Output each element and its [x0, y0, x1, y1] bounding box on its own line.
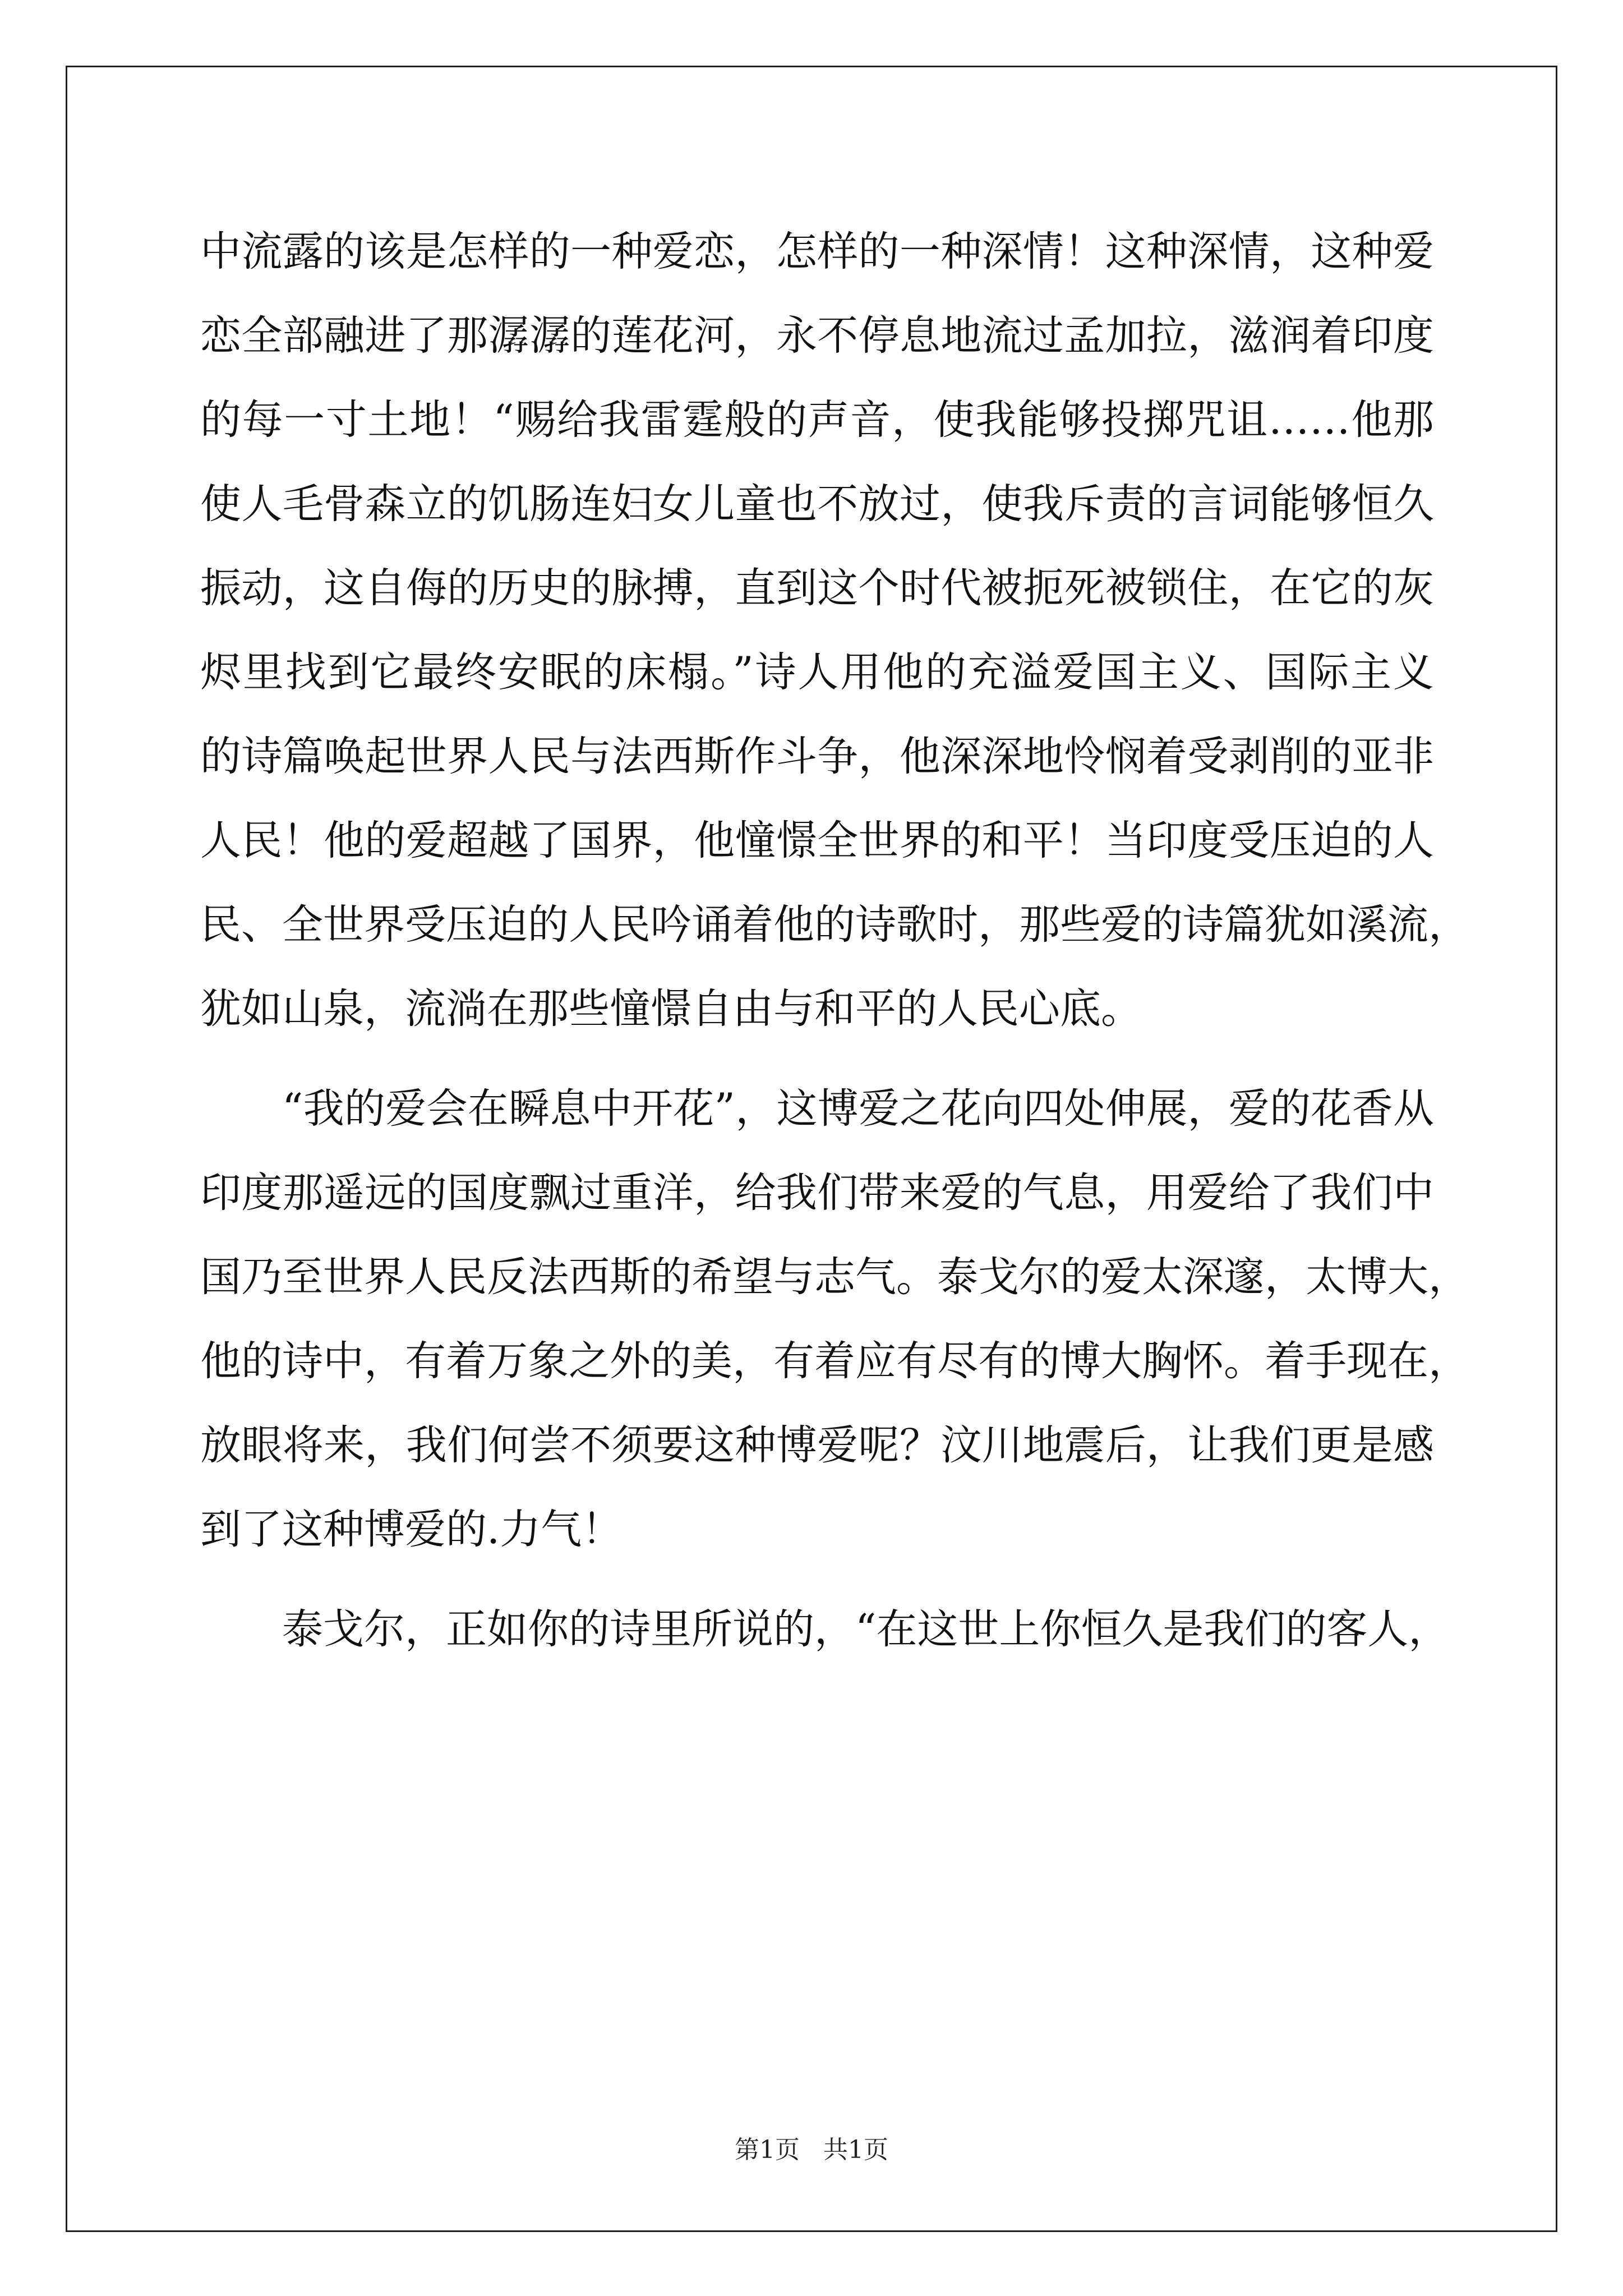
text-line: 他的诗中，有着万象之外的美，有着应有尽有的博大胸怀。着手现在， [200, 1337, 1469, 1385]
text-line: 泰戈尔，正如你的诗里所说的，“在这世上你恒久是我们的客人， [282, 1605, 1450, 1653]
text-line: 印度那遥远的国度飘过重洋，给我们带来爱的气息，用爱给了我们中 [200, 1169, 1434, 1217]
paragraph-3 [200, 1588, 1450, 1672]
text-line: 中流露的该是怎样的一种爱恋，怎样的一种深情！这种深情，这种爱 [200, 228, 1434, 275]
text-line: 到了这种博爱的.力气！ [200, 1506, 623, 1553]
document-body [200, 210, 1469, 1672]
text-line: 的诗篇唤起世界人民与法西斯作斗争，他深深地怜悯着受剥削的亚非 [200, 733, 1434, 780]
paragraph-2 [200, 1067, 1469, 1572]
text-line: 民、全世界受压迫的人民吟诵着他的诗歌时，那些爱的诗篇犹如溪流， [200, 901, 1469, 949]
text-line: 的每一寸土地！“赐给我雷霆般的声音，使我能够投掷咒诅……他那 [200, 396, 1434, 444]
paragraph-1 [200, 210, 1469, 1051]
text-line: 烬里找到它最终安眠的床榻。”诗人用他的充溢爱国主义、国际主义 [200, 648, 1434, 696]
text-line: 国乃至世界人民反法西斯的希望与志气。泰戈尔的爱太深邃，太博大， [200, 1253, 1469, 1301]
text-line: 恋全部融进了那潺潺的莲花河，永不停息地流过孟加拉，滋润着印度 [200, 312, 1434, 360]
text-line: 使人毛骨森立的饥肠连妇女儿童也不放过，使我斥责的言词能够恒久 [200, 480, 1434, 528]
page-number-footer: 第1页 共1页 [735, 2136, 888, 2164]
text-line: “我的爱会在瞬息中开花”，这博爱之花向四处伸展，爱的花香从 [282, 1085, 1434, 1133]
text-line: 振动，这自侮的历史的脉搏，直到这个时代被扼死被锁住，在它的灰 [200, 564, 1434, 612]
text-line: 放眼将来，我们何尝不须要这种博爱呢？汶川地震后，让我们更是感 [200, 1421, 1434, 1469]
text-line: 人民！他的爱超越了国界，他憧憬全世界的和平！当印度受压迫的人 [200, 817, 1434, 864]
text-line: 犹如山泉，流淌在那些憧憬自由与和平的人民心底。 [200, 985, 1142, 1033]
